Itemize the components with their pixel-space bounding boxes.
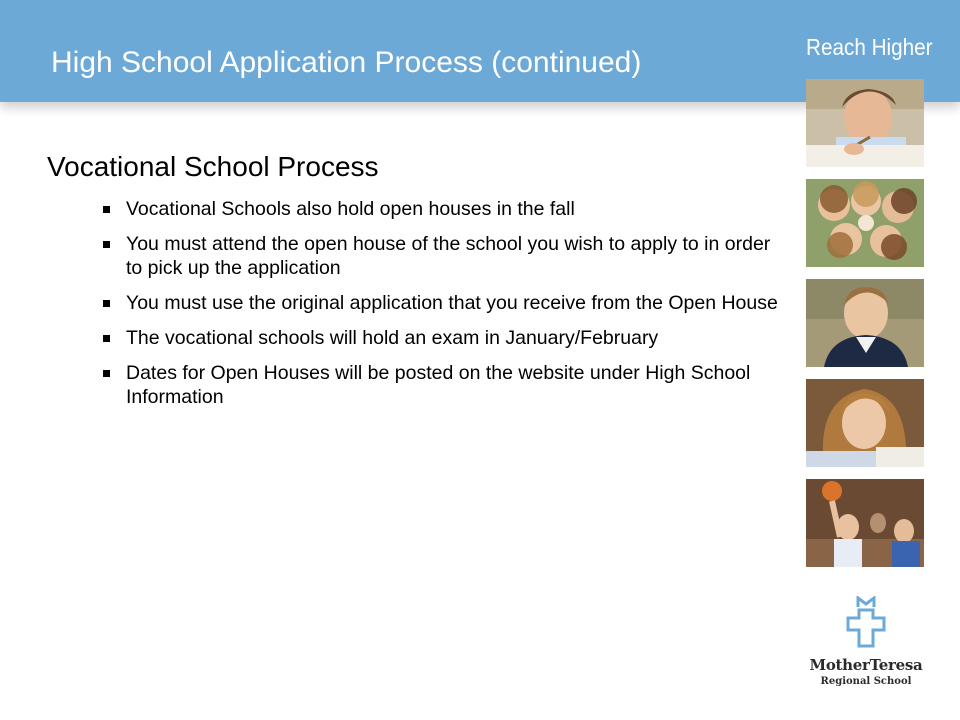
square-bullet-icon (103, 206, 110, 213)
square-bullet-icon (103, 241, 110, 248)
square-bullet-icon (103, 335, 110, 342)
bullet-item (101, 197, 791, 221)
bullet-text: Dates for Open Houses will be posted on the website under High School Information (126, 362, 751, 408)
bullet-text: You must attend the open house of the school you wish to apply to in order to pick up the application (126, 233, 771, 279)
bullet-item (101, 232, 791, 280)
photo-strip (806, 79, 924, 579)
bullet-item (101, 361, 791, 409)
bullet-text: The vocational schools will hold an exam in January/February (126, 327, 659, 349)
boy-looking-up-photo (806, 279, 924, 367)
bullet-item (101, 326, 791, 350)
bullet-text: You must use the original application that you receive from the Open House (126, 292, 778, 314)
bullet-list (101, 197, 791, 420)
logo-name: MotherTeresa (809, 656, 923, 674)
logo-subtitle: Regional School (820, 676, 912, 687)
bullet-item (101, 291, 791, 315)
section-heading: Vocational School Process (47, 151, 379, 182)
girl-reading-photo (806, 379, 924, 467)
bullet-text: Vocational Schools also hold open houses in the fall (126, 198, 575, 220)
children-circle-photo (806, 179, 924, 267)
slide-title: High School Application Process (continued) (51, 46, 642, 79)
student-writing-photo (806, 79, 924, 167)
tagline: Reach Higher (806, 34, 933, 60)
square-bullet-icon (103, 370, 110, 377)
cross-icon (806, 596, 926, 648)
basketball-players-photo (806, 479, 924, 567)
square-bullet-icon (103, 300, 110, 307)
school-logo (806, 596, 926, 687)
